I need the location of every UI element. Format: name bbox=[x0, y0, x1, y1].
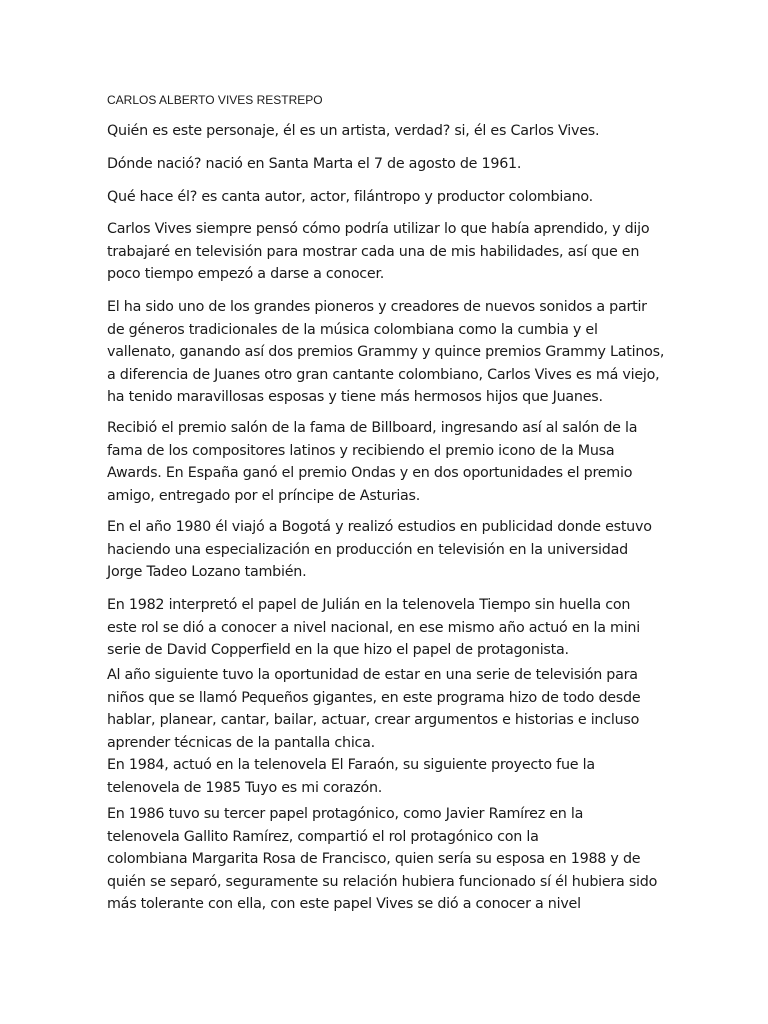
paragraph-1986 bbox=[107, 803, 667, 916]
paragraph-line: En el año 1980 él viajó a Bogotá y realizó estudios en publicidad donde estuvo bbox=[107, 519, 652, 535]
paragraph-occupation bbox=[107, 186, 667, 209]
document-title: CARLOS ALBERTO VIVES RESTREPO bbox=[107, 93, 323, 107]
paragraph-line: haciendo una especialización en producción en televisión en la universidad bbox=[107, 541, 628, 558]
paragraph-intro-question bbox=[107, 120, 667, 143]
paragraph-line: más tolerante con ella, con este papel Vives se dió a conocer a nivel bbox=[107, 896, 581, 912]
paragraph-line: hablar, planear, cantar, bailar, actuar, crear argumentos e historias e incluso bbox=[107, 712, 640, 728]
paragraph-pequenos-gigantes bbox=[107, 664, 667, 754]
paragraph-line: telenovela Gallito Ramírez, compartió el rol protagónico con la bbox=[107, 828, 539, 845]
paragraph-line: aprender técnicas de la pantalla chica. bbox=[107, 734, 375, 751]
paragraph-line: colombiana Margarita Rosa de Francisco, quien sería su esposa en 1988 y de bbox=[107, 851, 641, 867]
paragraph-pioneer bbox=[107, 296, 667, 409]
paragraph-line: de géneros tradicionales de la música colombiana como la cumbia y el bbox=[107, 321, 598, 338]
paragraph-line: Awards. En España ganó el premio Ondas y en dos oportunidades el premio bbox=[107, 465, 633, 481]
paragraph-line: En 1984, actuó en la telenovela El Faraón, su siguiente proyecto fue la bbox=[107, 757, 595, 773]
paragraph-line: Qué hace él? es canta autor, actor, filántropo y productor colombiano. bbox=[107, 189, 593, 205]
paragraph-line: Jorge Tadeo Lozano también. bbox=[107, 564, 307, 580]
paragraph-line: este rol se dió a conocer a nivel nacional, en ese mismo año actuó en la mini bbox=[107, 619, 640, 636]
paragraph-studies bbox=[107, 516, 667, 584]
paragraph-line: En 1986 tuvo su tercer papel protagónico, como Javier Ramírez en la bbox=[107, 806, 584, 822]
paragraph-line: a diferencia de Juanes otro gran cantante colombiano, Carlos Vives es má viejo, bbox=[107, 366, 660, 383]
paragraph-awards bbox=[107, 417, 667, 507]
paragraph-line: vallenato, ganando así dos premios Grammy y quince premios Grammy Latinos, bbox=[107, 344, 665, 360]
paragraph-line: poco tiempo empezó a darse a conocer. bbox=[107, 266, 385, 282]
paragraph-line: telenovela de 1985 Tuyo es mi corazón. bbox=[107, 779, 383, 796]
paragraph-line: Al año siguiente tuvo la oportunidad de estar en una serie de televisión para bbox=[107, 667, 638, 683]
paragraph-line: Quién es este personaje, él es un artista, verdad? si, él es Carlos Vives. bbox=[107, 123, 600, 139]
paragraph-line: Recibió el premio salón de la fama de Billboard, ingresando así al salón de la bbox=[107, 420, 638, 436]
paragraph-birthplace bbox=[107, 153, 667, 176]
paragraph-line: trabajaré en televisión para mostrar cada una de mis habilidades, así que en bbox=[107, 243, 640, 260]
paragraph-line: amigo, entregado por el príncipe de Asturias. bbox=[107, 487, 421, 504]
paragraph-line: ha tenido maravillosas esposas y tiene más hermosos hijos que Juanes. bbox=[107, 389, 603, 405]
paragraph-line: serie de David Copperfield en la que hizo el papel de protagonista. bbox=[107, 642, 569, 658]
paragraph-line: niños que se llamó Pequeños gigantes, en este programa hizo de todo desde bbox=[107, 689, 641, 706]
paragraph-line: fama de los compositores latinos y recibiendo el premio icono de la Musa bbox=[107, 442, 615, 459]
paragraph-1984 bbox=[107, 754, 667, 799]
paragraph-line: Carlos Vives siempre pensó cómo podría utilizar lo que había aprendido, y dijo bbox=[107, 221, 650, 237]
paragraph-line: En 1982 interpretó el papel de Julián en la telenovela Tiempo sin huella con bbox=[107, 597, 631, 613]
paragraph-line: Dónde nació? nació en Santa Marta el 7 de agosto de 1961. bbox=[107, 156, 522, 172]
paragraph-line: quién se separó, seguramente su relación hubiera funcionado sí él hubiera sido bbox=[107, 873, 658, 890]
paragraph-line: El ha sido uno de los grandes pioneros y creadores de nuevos sonidos a partir bbox=[107, 299, 647, 315]
paragraph-television-start bbox=[107, 218, 667, 286]
paragraph-1982 bbox=[107, 594, 667, 662]
